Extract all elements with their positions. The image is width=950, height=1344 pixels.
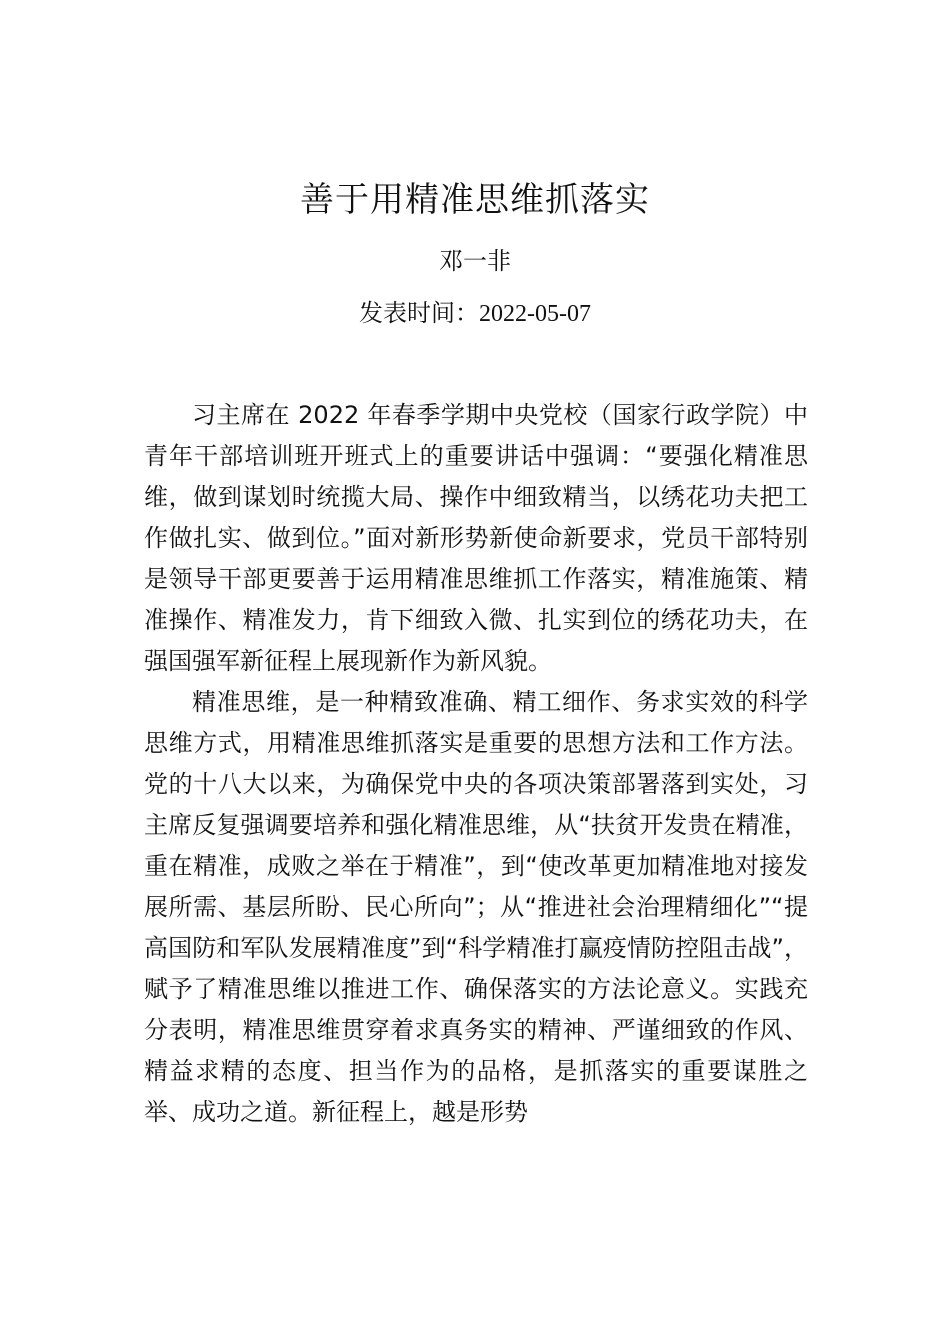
paragraph-1: 习主席在 2022 年春季学期中央党校（国家行政学院）中青年干部培训班开班式上的重要讲话中强调：“要强化精准思维，做到谋划时统揽大局、操作中细致精当，以绣花功夫把工作做扎实、做到位。”面对新形势新使命新要求，党员干部特别是领导干部更要善于运用精准思维抓工作落实，精准施策、精准操作、精准发力，肯下细致入微、扎实到位的绣花功夫，在强国强军新征程上展现新作为新风貌。 (144, 401, 808, 675)
publish-date (0, 295, 950, 332)
publish-date-label: 发表时间： (359, 299, 479, 327)
paragraph-2: 精准思维，是一种精致准确、精工细作、务求实效的科学思维方式，用精准思维抓落实是重要的思想方法和工作方法。党的十八大以来，为确保党中央的各项决策部署落到实处，习主席反复强调要培养和强化精准思维，从“扶贫开发贵在精准，重在精准，成败之举在于精准”，到“使改革更加精准地对接发展所需、基层所盼、民心所向”；从“推进社会治理精细化”“提高国防和军队发展精准度”到“科学精准打赢疫情防控阻击战”，赋予了精准思维以推进工作、确保落实的方法论意义。实践充分表明，精准思维贯穿着求真务实的精神、严谨细致的作风、精益求精的态度、担当作为的品格，是抓落实的重要谋胜之举、成功之道。新征程上，越是形势 (144, 688, 808, 1126)
publish-date-value: 2022-05-07 (479, 301, 591, 327)
article-body (144, 395, 808, 1133)
article-author: 邓一非 (439, 247, 511, 275)
article-title: 善于用精准思维抓落实 (300, 180, 650, 220)
